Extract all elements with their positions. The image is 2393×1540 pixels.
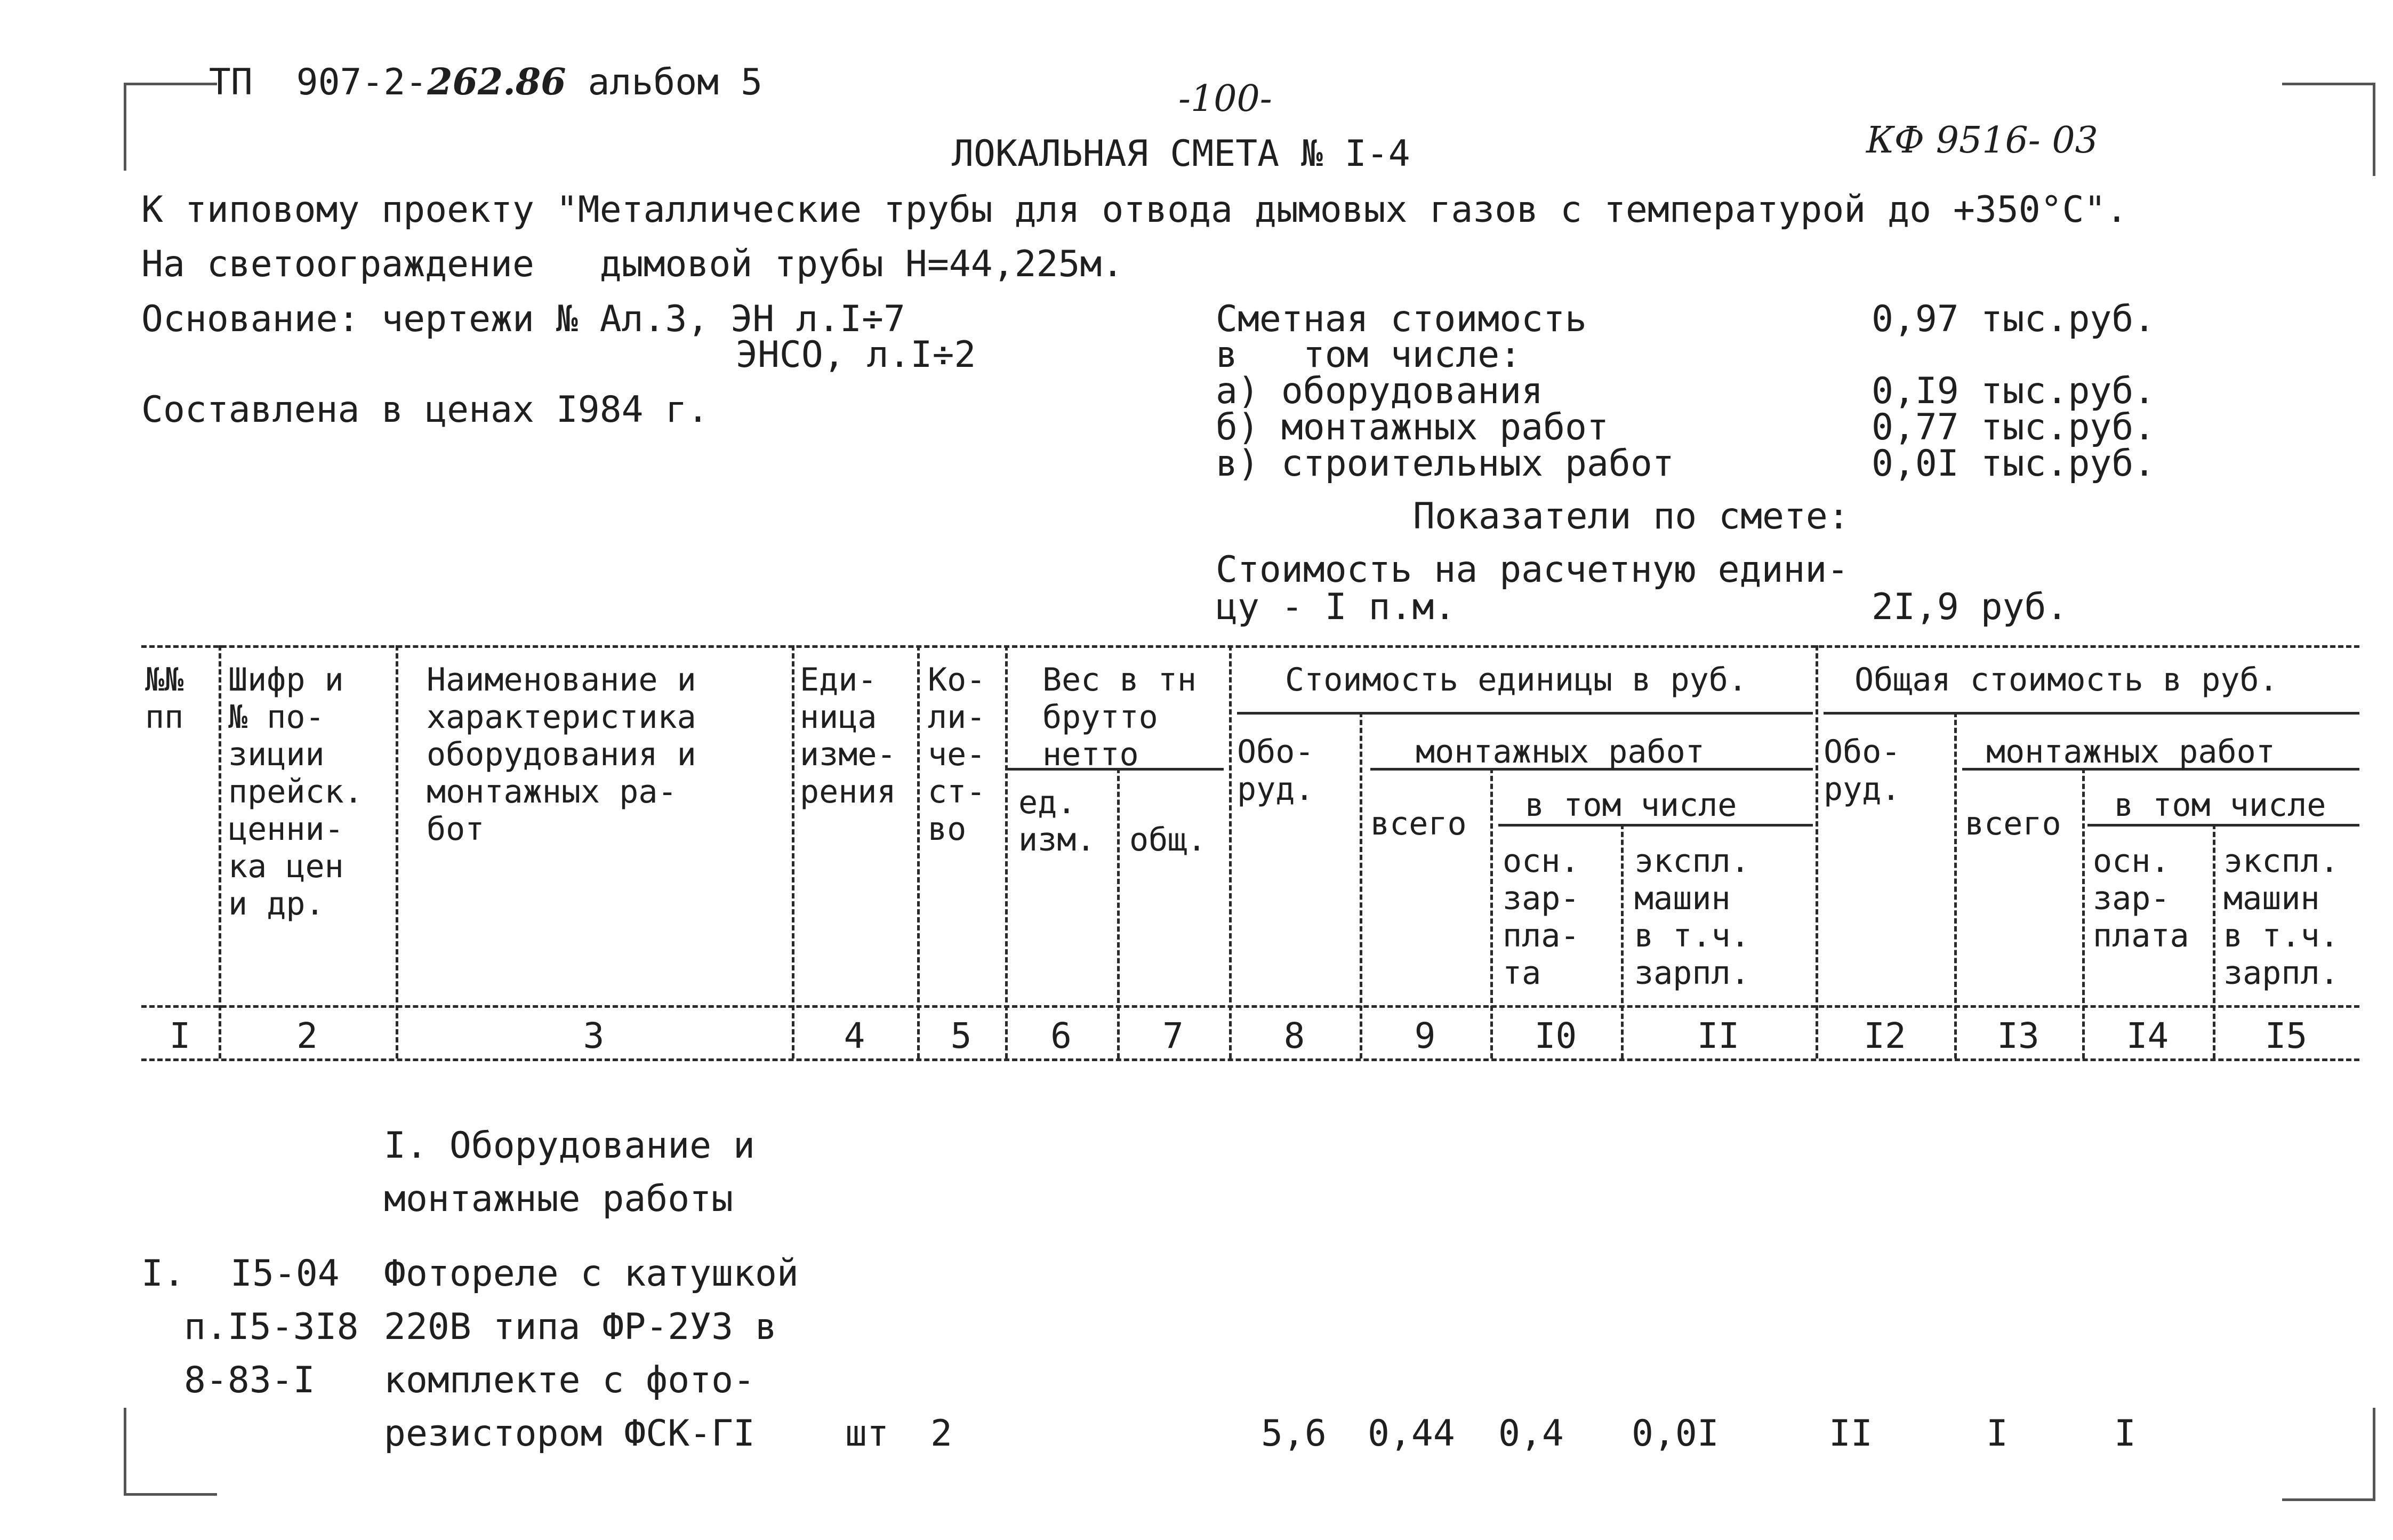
col-sep-6 bbox=[1117, 768, 1120, 1058]
numbers-bottom-rule bbox=[141, 1058, 2359, 1061]
corner-mark-bottom-left bbox=[124, 1408, 217, 1496]
col-sep-8 bbox=[1360, 712, 1362, 1058]
col-number-8: 8 bbox=[1283, 1015, 1305, 1056]
col-number-3: 3 bbox=[583, 1015, 605, 1056]
unit-cost-label-2: цу - I п.м. bbox=[1216, 586, 1456, 628]
tp-prefix: ТП 907-2- bbox=[208, 61, 428, 103]
header-unit-cost-group: Стоимость единицы в руб. bbox=[1285, 661, 1747, 699]
section-title-1: I. Оборудование и bbox=[384, 1125, 755, 1167]
header-c4-unit: Еди- ница изме- рения bbox=[800, 661, 896, 811]
header-weight-group: Вес в тн брутто нетто bbox=[1042, 661, 1196, 773]
col-number-1: I bbox=[169, 1015, 191, 1056]
header-c14-wage: осн. зар- плата bbox=[2093, 843, 2189, 955]
header-bottom-rule bbox=[141, 1005, 2359, 1008]
header-c1-number: №№ пп bbox=[145, 661, 184, 736]
row-quantity: 2 bbox=[930, 1413, 952, 1455]
col-sep-7 bbox=[1229, 645, 1232, 1058]
unit-cost-group-rule bbox=[1237, 712, 1813, 715]
col-number-15: I5 bbox=[2264, 1015, 2308, 1056]
header-c2-code: Шифр и № по- зиции прейск. ценни- ка цен и др. bbox=[228, 661, 363, 923]
col-number-13: I3 bbox=[1997, 1015, 2039, 1056]
installation-cost-label: б) монтажных работ bbox=[1216, 406, 1609, 448]
row-name-3: комплекте с фото- bbox=[384, 1359, 755, 1401]
col-number-7: 7 bbox=[1162, 1015, 1184, 1056]
row-name-2: 220В типа ФР-2УЗ в bbox=[384, 1306, 777, 1348]
construction-cost-value: 0,0I тыс.руб. bbox=[1872, 443, 2156, 485]
col-number-14: I4 bbox=[2126, 1015, 2169, 1056]
col-number-9: 9 bbox=[1414, 1015, 1436, 1056]
header-c3-name: Наименование и характеристика оборудования и монтажных ра- бот bbox=[427, 661, 696, 848]
col-sep-11 bbox=[1816, 645, 1818, 1058]
row-wage-total: I bbox=[2114, 1413, 2136, 1455]
header-c5-qty: Ко- ли- че- ст- во bbox=[928, 661, 986, 848]
table-top-rule bbox=[141, 645, 2359, 648]
indicators-label: Показатели по смете: bbox=[1413, 495, 1850, 538]
tp-handwritten-number: 262.86 bbox=[427, 61, 566, 103]
col-sep-12 bbox=[1954, 712, 1957, 1058]
col-sep-5 bbox=[1005, 645, 1008, 1058]
row-code-3: 8-83-I bbox=[184, 1359, 315, 1401]
header-c13-total: всего bbox=[1965, 805, 2061, 843]
row-installation-unit-machines: 0,0I bbox=[1632, 1413, 1719, 1455]
construction-cost-label: в) строительных работ bbox=[1216, 443, 1674, 485]
incl-group-rule-1 bbox=[1498, 824, 1813, 827]
object-line: На светоограждение дымовой трубы Н=44,225м. bbox=[141, 243, 1124, 285]
corner-mark-top-right bbox=[2282, 83, 2375, 176]
tp-stamp bbox=[165, 28, 762, 101]
total-cost-label: Сметная стоимость bbox=[1216, 298, 1587, 340]
col-sep-3 bbox=[792, 645, 794, 1058]
col-number-5: 5 bbox=[950, 1015, 972, 1056]
header-c15-machines: экспл. машин в т.ч. зарпл. bbox=[2223, 843, 2339, 992]
total-cost-value: 0,97 тыс.руб. bbox=[1872, 298, 2156, 340]
row-unit: шт bbox=[845, 1413, 889, 1455]
row-name-1: Фотореле с катушкой bbox=[384, 1253, 799, 1295]
row-equipment-unit-cost: 5,6 bbox=[1261, 1413, 1327, 1455]
installation-cost-value: 0,77 тыс.руб. bbox=[1872, 406, 2156, 448]
header-c10-wage: осн. зар- пла- та bbox=[1503, 843, 1580, 992]
col-sep-2 bbox=[396, 645, 398, 1058]
header-mont-group-2: монтажных работ bbox=[1986, 733, 2275, 771]
row-installation-total: I bbox=[1986, 1413, 2008, 1455]
total-cost-group-rule bbox=[1824, 712, 2359, 715]
row-code-2: п.I5-3I8 bbox=[184, 1306, 359, 1348]
corner-mark-bottom-right bbox=[2282, 1408, 2375, 1501]
col-sep-13 bbox=[2082, 768, 2085, 1058]
header-incl-group-2: в том числе bbox=[2114, 787, 2326, 824]
row-code-1: I5-04 bbox=[230, 1253, 340, 1295]
equipment-cost-value: 0,I9 тыс.руб. bbox=[1872, 370, 2156, 412]
col-number-10: I0 bbox=[1534, 1015, 1577, 1056]
row-equipment-total: II bbox=[1829, 1413, 1873, 1455]
col-number-2: 2 bbox=[296, 1015, 318, 1056]
header-incl-group-1: в том числе bbox=[1525, 787, 1737, 824]
header-c6-unit-weight: ед. изм. bbox=[1018, 784, 1096, 859]
header-c9-total: всего bbox=[1370, 805, 1467, 843]
section-title-2: монтажные работы bbox=[384, 1178, 734, 1220]
col-number-12: I2 bbox=[1864, 1015, 1906, 1056]
col-sep-4 bbox=[917, 645, 920, 1058]
col-sep-1 bbox=[219, 645, 221, 1058]
header-mont-group-1: монтажных работ bbox=[1416, 733, 1705, 771]
incl-group-rule-2 bbox=[2087, 824, 2359, 827]
row-installation-unit-total: 0,44 bbox=[1368, 1413, 1455, 1455]
unit-cost-value: 2I,9 руб. bbox=[1872, 586, 2068, 628]
col-number-6: 6 bbox=[1050, 1015, 1072, 1056]
header-c7-total-weight: общ. bbox=[1129, 821, 1207, 859]
document-code: КФ 9516- 03 bbox=[1866, 119, 2098, 162]
header-c11-machines: экспл. машин в т.ч. зарпл. bbox=[1634, 843, 1750, 992]
prices-line: Составлена в ценах I984 г. bbox=[141, 389, 709, 431]
header-total-cost-group: Общая стоимость в руб. bbox=[1854, 661, 2278, 699]
row-installation-unit-wage: 0,4 bbox=[1498, 1413, 1564, 1455]
header-c12-equipment: Обо- руд. bbox=[1824, 733, 1901, 808]
col-number-11: II bbox=[1697, 1015, 1740, 1056]
col-number-4: 4 bbox=[844, 1015, 865, 1056]
row-name-4: резистором ФСК-ГI bbox=[384, 1413, 755, 1455]
col-sep-9 bbox=[1490, 768, 1493, 1058]
page-title: ЛОКАЛЬНАЯ СМЕТА № I-4 bbox=[952, 133, 1410, 175]
basis-line-2: ЭНСО, л.I÷2 bbox=[736, 334, 976, 376]
project-line: К типовому проекту "Металлические трубы для отвода дымовых газов с температурой до +350°С". bbox=[141, 189, 2128, 231]
unit-cost-label-1: Стоимость на расчетную едини- bbox=[1216, 549, 1849, 591]
basis-line-1: Основание: чертежи № Ал.3, ЭН л.I÷7 bbox=[141, 298, 905, 340]
tp-suffix: альбом 5 bbox=[566, 61, 763, 103]
equipment-cost-label: а) оборудования bbox=[1216, 370, 1544, 412]
row-number: I. bbox=[141, 1253, 185, 1295]
header-c8-equipment: Обо- руд. bbox=[1237, 733, 1314, 808]
including-label: в том числе: bbox=[1216, 334, 1522, 376]
page-number: -100- bbox=[1178, 78, 1272, 120]
